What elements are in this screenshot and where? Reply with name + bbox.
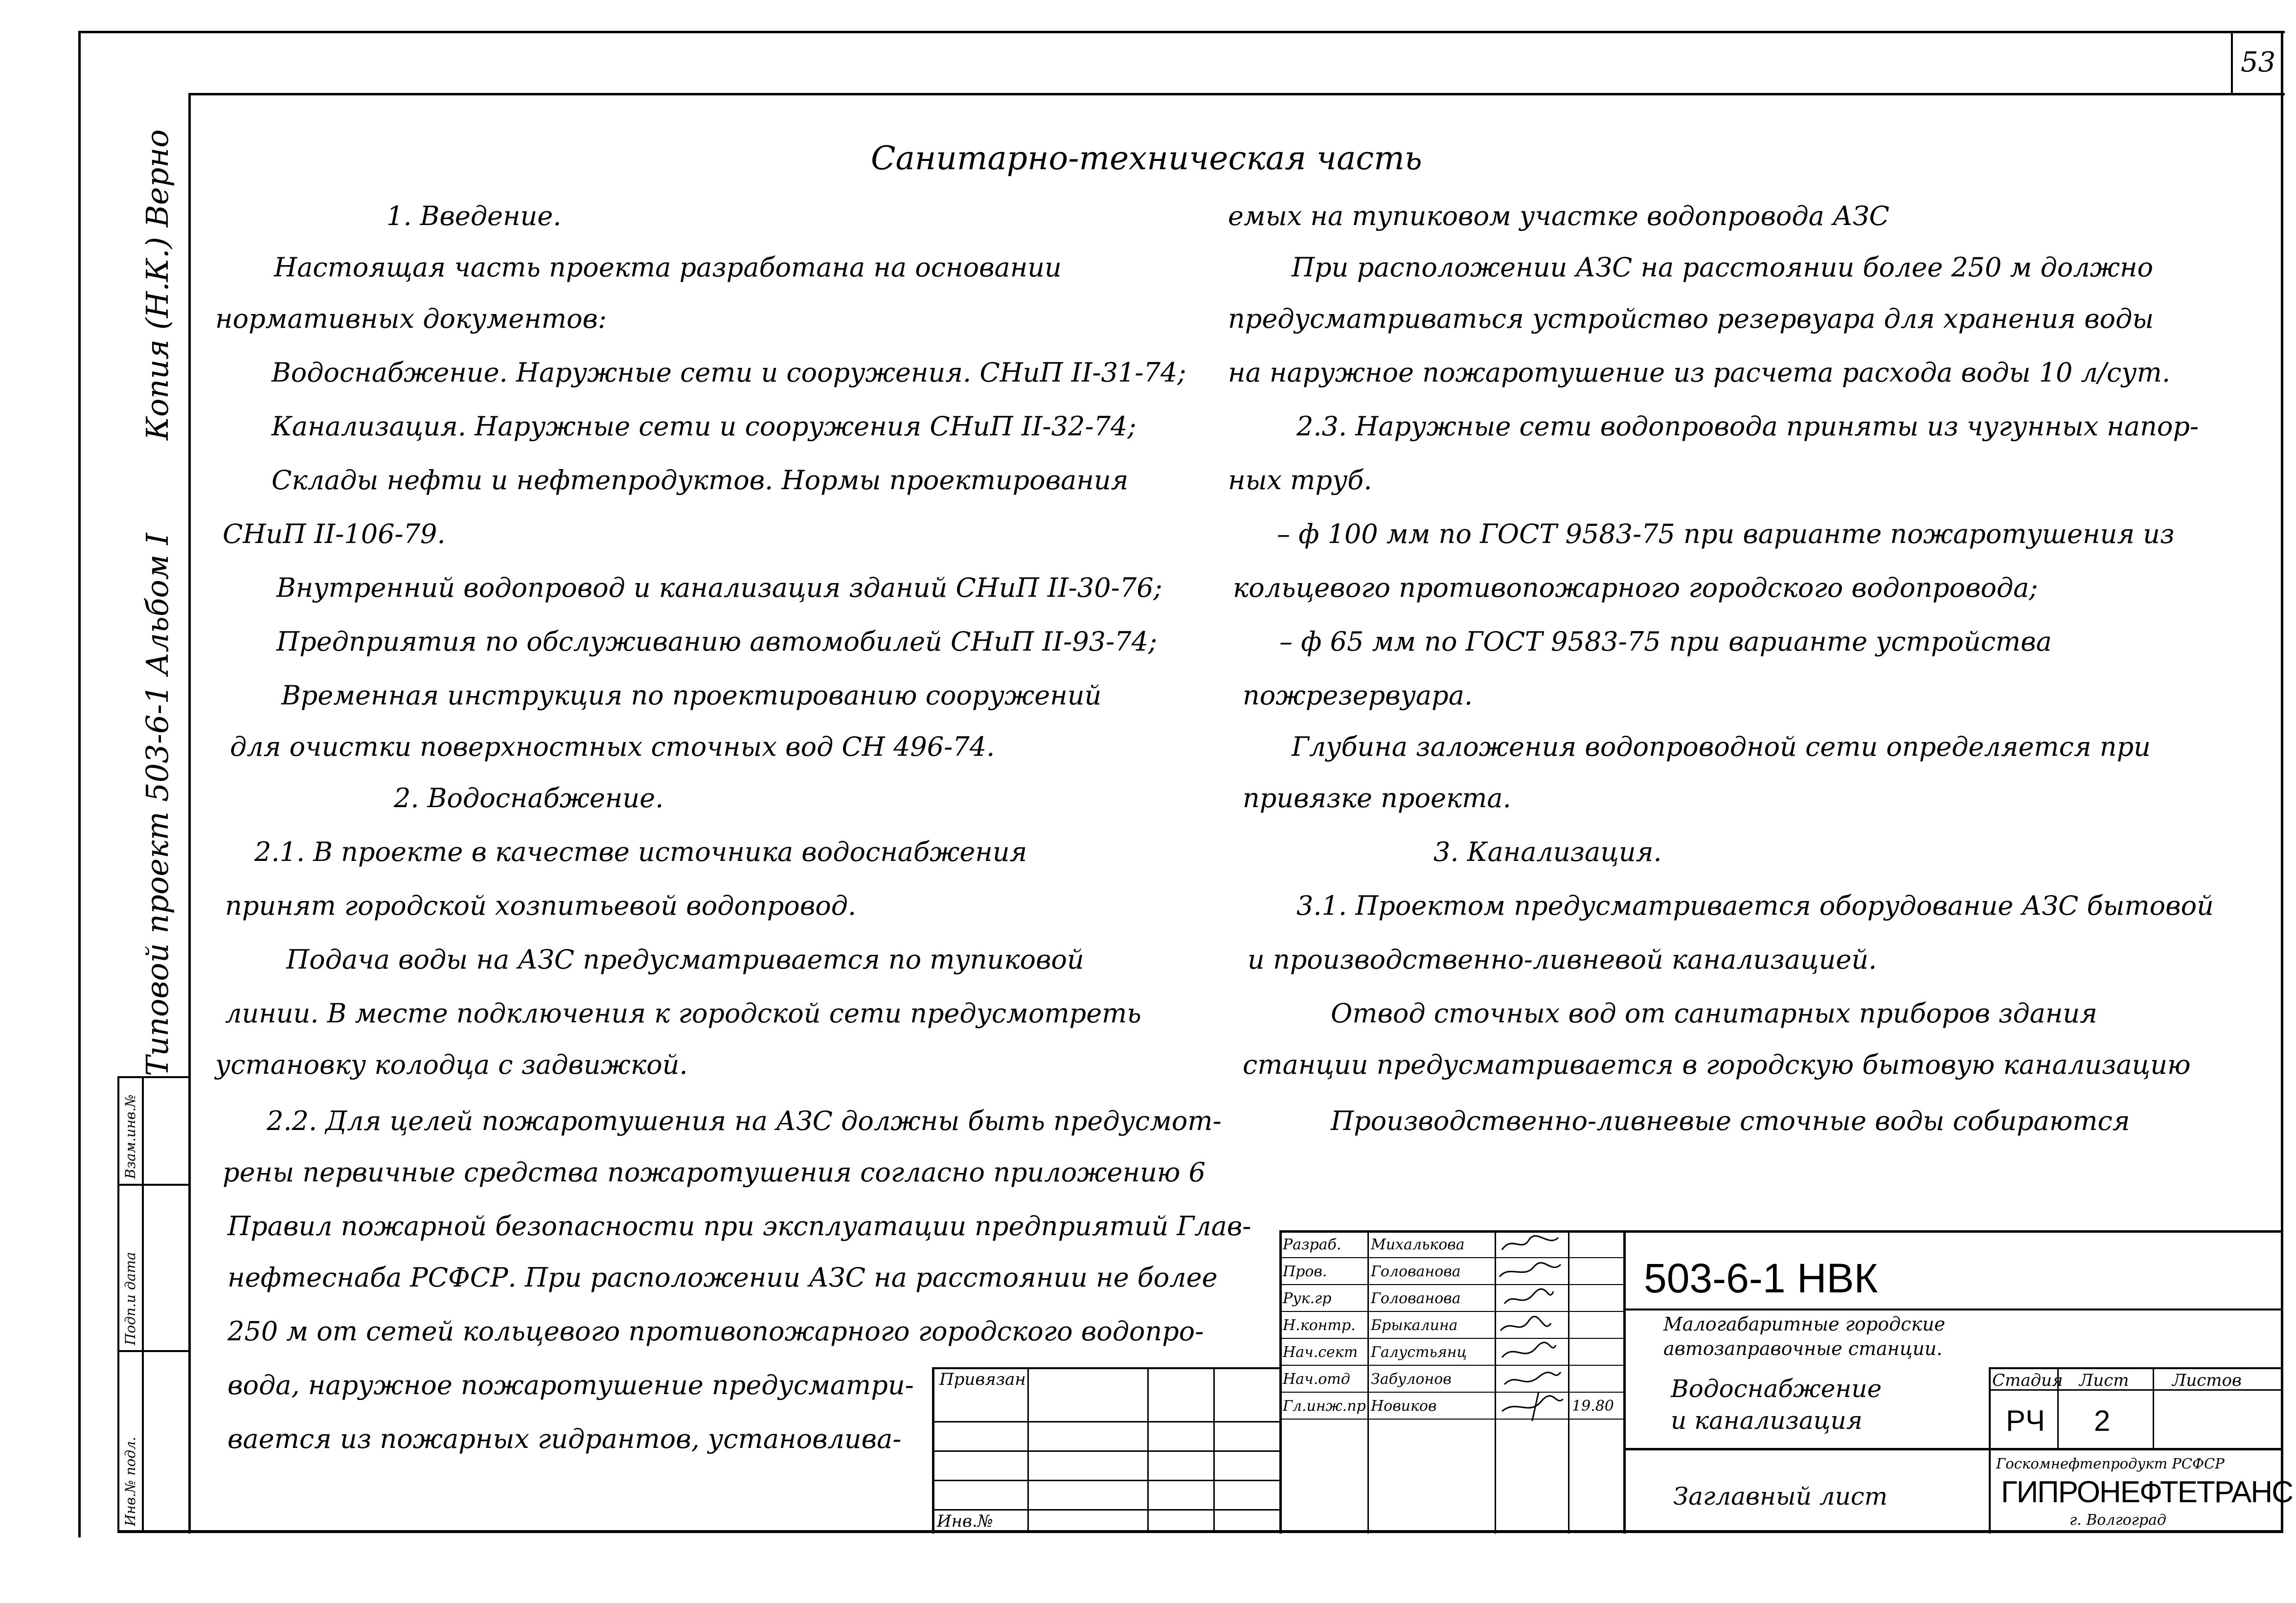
outer-frame-left bbox=[78, 31, 81, 1537]
left-line-21: нефтеснаба РСФСР. При расположении АЗС на расстоянии не более bbox=[227, 1262, 1218, 1293]
tb-bound-col3 bbox=[1213, 1367, 1215, 1531]
album-side-label: Типовой проект 503-6-1 Альбом I bbox=[139, 533, 175, 1076]
left-line-7: СНиП II-106-79. bbox=[223, 519, 446, 549]
tb-sheet-label: Лист bbox=[2079, 1371, 2129, 1390]
left-line-18: 2.2. Для целей пожаротушения на АЗС должны быть предусмот- bbox=[267, 1106, 1222, 1136]
tb-bound-row4 bbox=[932, 1509, 1282, 1511]
tb-project-name-2: автозаправочные станции. bbox=[1663, 1338, 1943, 1359]
right-line-8: кольцевого противопожарного городского водопровода; bbox=[1233, 572, 2038, 603]
tb-left-upper bbox=[1279, 1230, 1282, 1534]
inner-frame-top bbox=[188, 93, 2285, 95]
left-line-3: нормативных документов: bbox=[215, 303, 607, 334]
tb-sheet-title-1: Водоснабжение bbox=[1671, 1375, 1882, 1403]
left-line-5: Канализация. Наружные сети и сооружения СНиП II-32-74; bbox=[272, 411, 1137, 442]
right-line-11: Глубина заложения водопроводной сети определяется при bbox=[1292, 731, 2151, 762]
tb-staff-row6 bbox=[1279, 1392, 1624, 1393]
tb-org: ГИПРОНЕФТЕТРАНС bbox=[2001, 1475, 2293, 1509]
left-line-15: Подача воды на АЗС предусматривается по тупиковой bbox=[286, 944, 1084, 975]
tb-staff-row3 bbox=[1279, 1311, 1624, 1312]
tb-staff-col1 bbox=[1367, 1230, 1369, 1534]
left-line-14: принят городской хозпитьевой водопровод. bbox=[225, 890, 857, 921]
tb-role-4: Н.контр. bbox=[1283, 1317, 1356, 1334]
tb-staff-row2 bbox=[1279, 1284, 1624, 1285]
tb-bound-row1 bbox=[932, 1421, 1282, 1422]
tb-name-4: Брыкалина bbox=[1371, 1317, 1458, 1334]
right-line-6: ных труб. bbox=[1228, 465, 1372, 496]
inner-frame-left bbox=[188, 93, 191, 1534]
tb-role-3: Рук.гр bbox=[1283, 1290, 1332, 1307]
tb-project-name-1: Малогабаритные городские bbox=[1663, 1313, 1946, 1335]
tb-role-5: Нач.сект bbox=[1283, 1344, 1358, 1361]
tb-sheet-value: 2 bbox=[2094, 1404, 2111, 1437]
side-table-top bbox=[117, 1076, 190, 1078]
left-line-19: рены первичные средства пожаротушения согласно приложению 6 bbox=[223, 1157, 1205, 1188]
tb-name-7: Новиков bbox=[1371, 1398, 1437, 1415]
left-line-8: Внутренний водопровод и канализация зданий СНиП II-30-76; bbox=[276, 572, 1162, 603]
tb-sheet-name: Заглавный лист bbox=[1673, 1482, 1888, 1511]
tb-name-3: Голованова bbox=[1371, 1290, 1461, 1307]
tb-bound-col1 bbox=[1027, 1367, 1029, 1531]
side-table-div1 bbox=[117, 1184, 190, 1186]
side-table-div2 bbox=[117, 1350, 190, 1352]
right-line-1: емых на тупиковом участке водопровода АЗС bbox=[1228, 201, 1889, 231]
right-line-16: Отвод сточных вод от санитарных приборов здания bbox=[1331, 998, 2097, 1029]
tb-name-6: Забулонов bbox=[1371, 1371, 1452, 1388]
left-line-22: 250 м от сетей кольцевого противопожарного городского водопро- bbox=[227, 1316, 1204, 1347]
tb-signatures bbox=[1495, 1230, 1568, 1421]
tb-name-1: Михалькова bbox=[1371, 1236, 1465, 1253]
tb-staff-col3 bbox=[1568, 1230, 1569, 1534]
tb-role-7: Гл.инж.пр bbox=[1283, 1398, 1366, 1415]
tb-bound-row2 bbox=[932, 1450, 1282, 1452]
tb-name-5: Галустьянц bbox=[1371, 1344, 1467, 1361]
right-line-13: 3. Канализация. bbox=[1433, 836, 1662, 867]
page-title: Санитарно-техническая часть bbox=[871, 139, 1422, 177]
inner-frame-bottom bbox=[117, 1530, 2283, 1533]
tb-staff-row1 bbox=[1279, 1257, 1624, 1258]
tb-role-1: Разраб. bbox=[1283, 1236, 1341, 1253]
copy-side-label: Копия (Н.К.) Верно bbox=[139, 129, 175, 440]
right-line-3: предусматриваться устройство резервуара для хранения воды bbox=[1228, 303, 2154, 334]
left-line-1: 1. Введение. bbox=[386, 201, 562, 231]
left-line-12: 2. Водоснабжение. bbox=[394, 783, 664, 813]
right-line-9: – ф 65 мм по ГОСТ 9583-75 при варианте устройства bbox=[1279, 626, 2052, 657]
side-table-left bbox=[117, 1076, 119, 1531]
side-table-mid bbox=[142, 1076, 144, 1531]
right-line-17: станции предусматривается в городскую бытовую канализацию bbox=[1243, 1049, 2191, 1080]
outer-frame-top bbox=[78, 31, 2285, 33]
tb-title-bottom bbox=[1623, 1448, 2282, 1450]
side-table-sign-label: Подп.и дата bbox=[122, 1252, 138, 1345]
tb-role-2: Пров. bbox=[1283, 1263, 1327, 1280]
tb-bound-top bbox=[932, 1367, 1282, 1369]
right-line-12: привязке проекта. bbox=[1243, 783, 1511, 813]
inner-frame-right bbox=[2281, 31, 2283, 1533]
left-line-16: линии. В месте подключения к городской сети предусмотреть bbox=[225, 998, 1141, 1029]
tb-stage-left bbox=[1989, 1367, 1991, 1534]
left-line-2: Настоящая часть проекта разработана на основании bbox=[274, 252, 1062, 283]
tb-top bbox=[1279, 1230, 2282, 1233]
tb-bound-row3 bbox=[932, 1480, 1282, 1481]
tb-staff-row5 bbox=[1279, 1365, 1624, 1366]
left-line-23: вода, наружное пожаротушение предусматри- bbox=[227, 1370, 914, 1400]
side-table-replace-label: Взам.инв.№ bbox=[122, 1094, 138, 1179]
tb-inv-label: Инв.№ bbox=[937, 1512, 993, 1531]
tb-staff-row4 bbox=[1279, 1338, 1624, 1339]
tb-stage-value: РЧ bbox=[2006, 1404, 2046, 1437]
tb-staff-col4 bbox=[1623, 1230, 1626, 1534]
tb-stage-col2 bbox=[2153, 1367, 2154, 1450]
tb-sheet-title-2: и канализация bbox=[1671, 1406, 1863, 1435]
right-line-5: 2.3. Наружные сети водопровода приняты из чугунных напор- bbox=[1296, 411, 2199, 442]
sheet-number-box-left bbox=[2231, 31, 2233, 94]
left-line-13: 2.1. В проекте в качестве источника водоснабжения bbox=[254, 836, 1027, 867]
left-line-24: вается из пожарных гидрантов, установлива- bbox=[227, 1423, 902, 1454]
tb-org-parent: Госкомнефтепродукт РСФСР bbox=[1996, 1455, 2225, 1472]
tb-staff-row7 bbox=[1279, 1419, 1624, 1420]
sheet-number: 53 bbox=[2241, 46, 2276, 78]
tb-code: 503-6-1 НВК bbox=[1644, 1255, 1878, 1301]
tb-code-bottom bbox=[1623, 1309, 2282, 1310]
left-line-11: для очистки поверхностных сточных вод СН 496-74. bbox=[230, 731, 995, 762]
tb-stage-label: Стадия bbox=[1992, 1371, 2063, 1390]
tb-city: г. Волгоград bbox=[2069, 1512, 2166, 1529]
left-line-17: установку колодца с задвижкой. bbox=[215, 1049, 688, 1080]
left-line-20: Правил пожарной безопасности при эксплуатации предприятий Глав- bbox=[227, 1211, 1251, 1242]
right-line-2: При расположении АЗС на расстоянии более 250 м должно bbox=[1292, 252, 2154, 283]
tb-sheets-label: Листов bbox=[2172, 1371, 2242, 1390]
left-line-4: Водоснабжение. Наружные сети и сооружения. СНиП II-31-74; bbox=[272, 357, 1186, 388]
right-line-15: и производственно-ливневой канализацией. bbox=[1248, 944, 1877, 975]
tb-date: 19.80 bbox=[1572, 1398, 1614, 1415]
right-line-4: на наружное пожаротушение из расчета расхода воды 10 л/сут. bbox=[1228, 357, 2170, 388]
right-line-10: пожрезервуара. bbox=[1243, 680, 1473, 711]
tb-bound-label: Привязан bbox=[939, 1370, 1026, 1389]
side-table-inv-label: Инв.№ подл. bbox=[122, 1437, 138, 1526]
tb-bound-col2 bbox=[1147, 1367, 1149, 1531]
left-line-10: Временная инструкция по проектированию сооружений bbox=[281, 680, 1102, 711]
right-line-18: Производственно-ливневые сточные воды собираются bbox=[1331, 1106, 2130, 1136]
tb-role-6: Нач.отд bbox=[1283, 1371, 1350, 1388]
tb-stage-top bbox=[1989, 1367, 2282, 1369]
right-line-7: – ф 100 мм по ГОСТ 9583-75 при варианте пожаротушения из bbox=[1277, 519, 2175, 549]
left-line-6: Склады нефти и нефтепродуктов. Нормы проектирования bbox=[272, 465, 1129, 496]
right-line-14: 3.1. Проектом предусматривается оборудование АЗС бытовой bbox=[1296, 890, 2214, 921]
left-line-9: Предприятия по обслуживанию автомобилей СНиП II-93-74; bbox=[276, 626, 1158, 657]
tb-name-2: Голованова bbox=[1371, 1263, 1461, 1280]
